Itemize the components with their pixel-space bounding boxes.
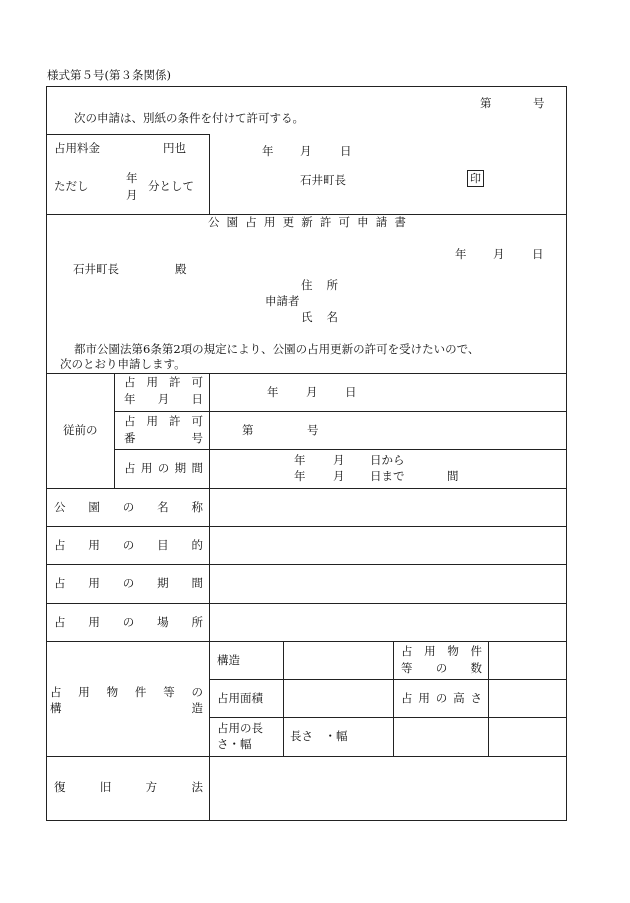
park-name-label: 公 園 の 名 称 (54, 500, 203, 514)
period-from-day: 日から (370, 453, 405, 467)
period-to-year: 年 (294, 469, 306, 483)
permit-date-day: 日 (345, 385, 357, 399)
period-label: 占 用 の 期 間 (54, 576, 203, 590)
proviso-month: 月 (126, 188, 138, 202)
length-label-1: 占用の長 (217, 721, 263, 735)
application-date-day: 日 (532, 247, 544, 261)
permit-date-year: 年 (267, 385, 279, 399)
construction-label: 構造 (217, 653, 240, 667)
period-span: 間 (447, 469, 459, 483)
permit-number-suffix: 号 (307, 423, 319, 437)
application-body-line-2: 次のとおり申請します。 (60, 357, 186, 371)
place-label: 占 用 の 場 所 (54, 615, 203, 629)
area-label: 占用面積 (217, 691, 263, 705)
proviso-year: 年 (126, 171, 138, 185)
approval-statement: 次の申請は、別紙の条件を付けて許可する。 (74, 111, 304, 125)
addressee-honorific: 殿 (175, 262, 187, 276)
approval-date-day: 日 (340, 144, 352, 158)
quantity-label-1: 占 用 物 件 (401, 644, 482, 658)
approval-date-year: 年 (262, 144, 274, 158)
length-label-2: さ・幅 (217, 737, 252, 751)
previous-label: 従前の (63, 423, 98, 437)
structure-label-1: 占 用 物 件 等 の (50, 685, 203, 699)
permit-number-prefix: 第 (242, 423, 254, 437)
structure-label-2: 構 造 (50, 701, 203, 715)
period-to-day: 日まで (370, 469, 405, 483)
period-from-year: 年 (294, 453, 306, 467)
period-to-month: 月 (333, 469, 345, 483)
addressee: 石井町長 (73, 262, 119, 276)
permit-date-label-2: 年 月 日 (124, 392, 203, 406)
application-title: 公 園 占 用 更 新 許 可 申 請 書 (208, 215, 406, 229)
permit-date-month: 月 (306, 385, 318, 399)
official-seal-icon: 印 (467, 170, 484, 187)
fee-label: 占用料金 (54, 141, 100, 155)
permit-number-label-1: 占 用 許 可 (124, 414, 203, 428)
purpose-label: 占 用 の 目 的 (54, 538, 203, 552)
quantity-label-2: 等 の 数 (401, 661, 482, 675)
permit-date-label-1: 占 用 許 可 (124, 375, 203, 389)
form-label: 様式第５号(第３条関係) (47, 68, 171, 82)
application-body-line-1: 都市公園法第6条第2項の規定により、公園の占用更新の許可を受けたいので、 (74, 342, 480, 356)
previous-period-label: 占 用 の 期 間 (124, 461, 203, 475)
applicant-label: 申請者 (265, 294, 300, 308)
approval-number-suffix: 号 (533, 96, 545, 110)
approval-issuer: 石井町長 (300, 173, 346, 187)
proviso-label: ただし (54, 179, 89, 193)
application-date-year: 年 (455, 247, 467, 261)
approval-date-month: 月 (300, 144, 312, 158)
application-date-month: 月 (493, 247, 505, 261)
restoration-label: 復 旧 方 法 (54, 780, 203, 794)
address-label: 住 所 (301, 278, 338, 292)
name-label: 氏 名 (301, 310, 338, 324)
fee-unit: 円也 (163, 141, 186, 155)
proviso-suffix: 分として (148, 179, 194, 193)
length-value: 長さ ・幅 (290, 729, 348, 743)
approval-number-prefix: 第 (480, 96, 492, 110)
period-from-month: 月 (333, 453, 345, 467)
height-label: 占 用 の 高 さ (401, 691, 482, 705)
permit-number-label-2: 番 号 (124, 431, 203, 445)
